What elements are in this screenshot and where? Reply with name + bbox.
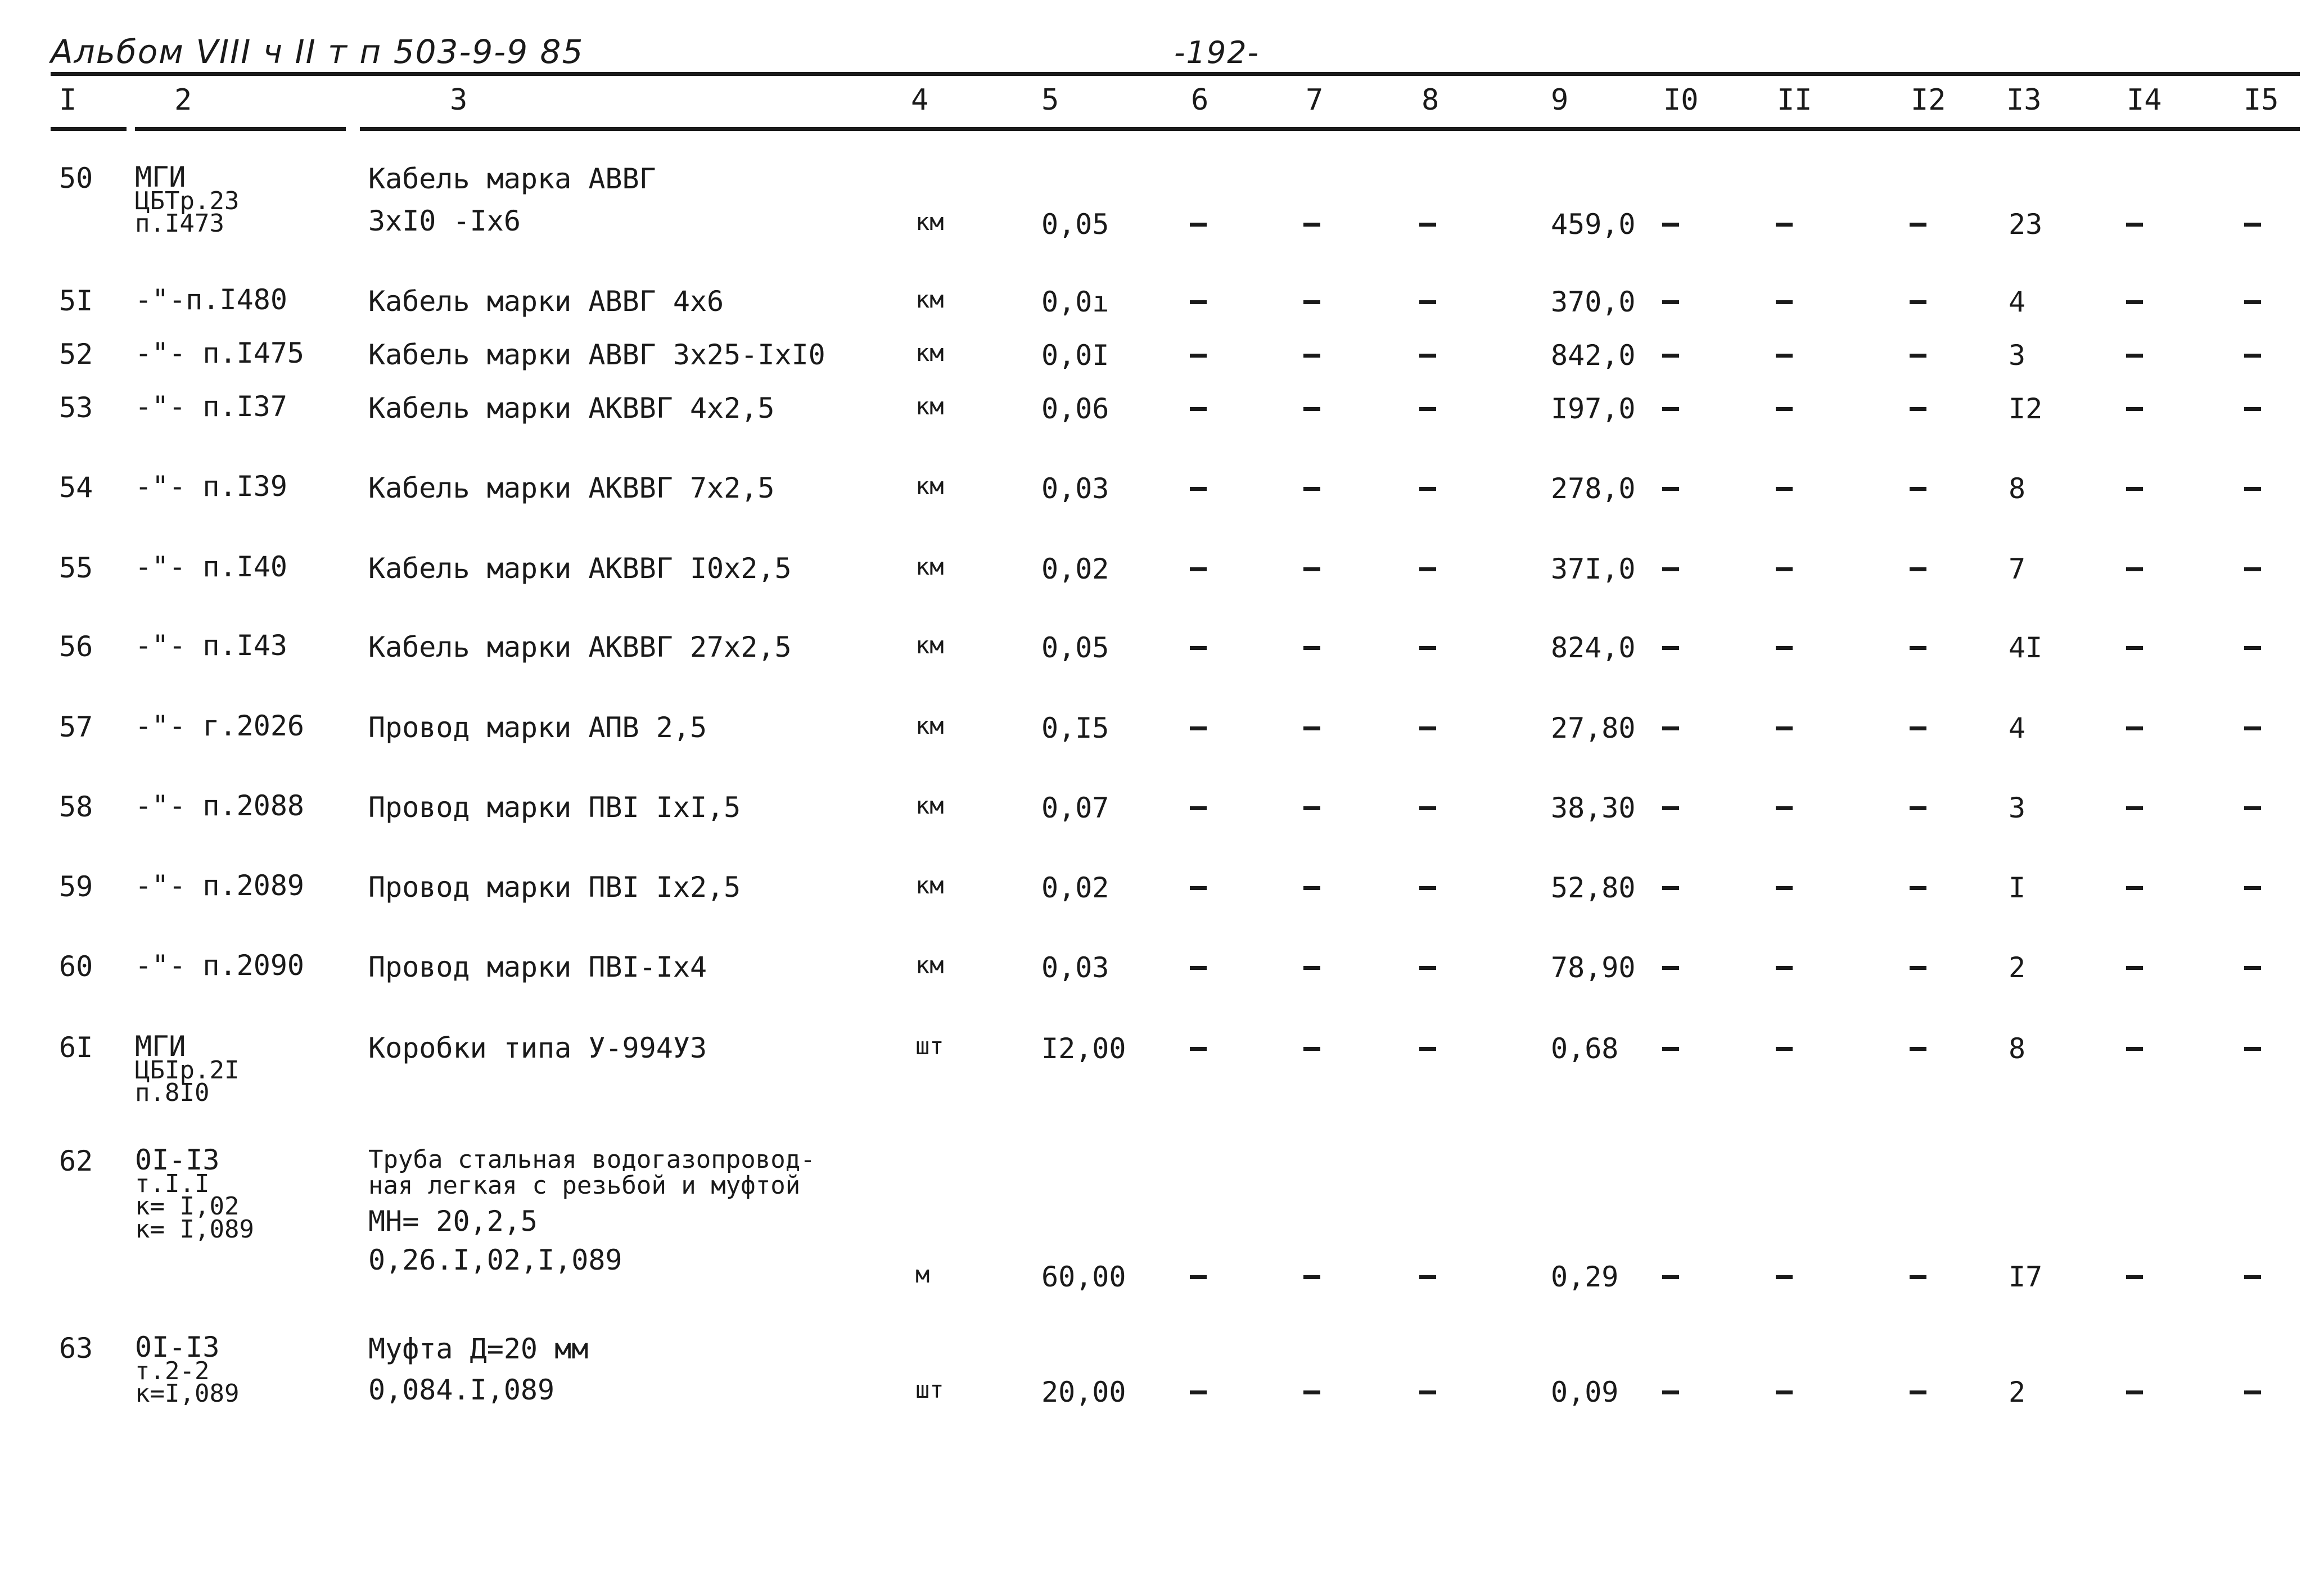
norm-reference	[135, 337, 305, 369]
empty-cell-dash	[1303, 487, 1320, 491]
empty-cell-dash	[1776, 726, 1793, 730]
unit-price: I97,0	[1551, 392, 1636, 425]
unit-price: 0,68	[1551, 1032, 1619, 1065]
empty-cell-dash	[1662, 407, 1679, 411]
unit-of-measure: км	[915, 951, 944, 979]
empty-cell-dash	[1190, 1390, 1207, 1394]
column-header-6: 6	[1191, 83, 1209, 117]
norm-reference-line: -"- п.2088	[135, 789, 305, 822]
empty-cell-dash	[1776, 300, 1793, 304]
norm-reference-line: 0I-I3	[135, 1144, 220, 1176]
empty-cell-dash	[2244, 646, 2261, 650]
item-description-line: Кабель марки АКВВГ 7х2,5	[368, 472, 775, 504]
item-description-line: Кабель марки АВВГ 3х25-IхI0	[368, 338, 825, 371]
column-header-9: 9	[1551, 83, 1569, 117]
empty-cell-dash	[1303, 646, 1320, 650]
empty-cell-dash	[1419, 1047, 1436, 1051]
empty-cell-dash	[2126, 726, 2143, 730]
column-header-10: I0	[1663, 83, 1699, 117]
empty-cell-dash	[2244, 806, 2261, 810]
empty-cell-dash	[1776, 354, 1793, 358]
quantity: 60,00	[1041, 1261, 1126, 1293]
quantity: 0,07	[1041, 792, 1109, 824]
norm-reference-line: МГИ	[135, 1030, 186, 1063]
item-description	[368, 713, 707, 743]
quantity: 0,02	[1041, 553, 1109, 585]
empty-cell-dash	[2126, 223, 2143, 227]
empty-cell-dash	[1190, 1047, 1207, 1051]
empty-cell-dash	[2126, 646, 2143, 650]
empty-cell-dash	[1910, 354, 1926, 358]
norm-reference	[135, 550, 287, 583]
norm-reference	[135, 1331, 240, 1408]
norm-reference-line: т.2-2	[135, 1357, 210, 1385]
unit-price: 842,0	[1551, 339, 1636, 372]
total-cost: 8	[2009, 1032, 2026, 1065]
unit-price: 278,0	[1551, 472, 1636, 505]
empty-cell-dash	[2126, 806, 2143, 810]
empty-cell-dash	[1190, 487, 1207, 491]
item-description	[368, 873, 741, 902]
empty-cell-dash	[1419, 966, 1436, 970]
empty-cell-dash	[1303, 300, 1320, 304]
norm-reference-line: -"- п.I475	[135, 337, 305, 369]
norm-reference-line: -"-п.I480	[135, 283, 287, 316]
total-cost: 3	[2009, 339, 2026, 372]
empty-cell-dash	[1419, 806, 1436, 810]
empty-cell-dash	[2244, 300, 2261, 304]
norm-reference	[135, 629, 287, 662]
norm-reference-line: -"- п.I37	[135, 390, 287, 423]
header-bottom-rule-1	[51, 127, 127, 131]
norm-reference	[135, 470, 287, 503]
unit-of-measure: км	[915, 286, 944, 313]
norm-reference	[135, 283, 287, 316]
empty-cell-dash	[1303, 223, 1320, 227]
column-header-3: 3	[450, 83, 468, 117]
row-number: 59	[59, 870, 93, 903]
item-description	[368, 164, 656, 236]
empty-cell-dash	[1662, 487, 1679, 491]
empty-cell-dash	[1910, 1390, 1926, 1394]
empty-cell-dash	[1910, 806, 1926, 810]
header-bottom-rule-2	[135, 127, 346, 131]
empty-cell-dash	[1303, 354, 1320, 358]
empty-cell-dash	[1303, 1390, 1320, 1394]
item-description	[368, 1147, 815, 1275]
empty-cell-dash	[1776, 886, 1793, 890]
unit-price: 0,29	[1551, 1261, 1619, 1293]
quantity: 0,06	[1041, 392, 1109, 425]
empty-cell-dash	[1662, 1275, 1679, 1279]
item-description	[368, 394, 774, 423]
quantity: 20,00	[1041, 1376, 1126, 1408]
total-cost: 4	[2009, 286, 2026, 318]
empty-cell-dash	[1910, 407, 1926, 411]
row-number: 62	[59, 1145, 93, 1177]
row-number: 6I	[59, 1031, 93, 1064]
total-cost: I2	[2009, 392, 2043, 425]
empty-cell-dash	[1190, 726, 1207, 730]
empty-cell-dash	[1419, 886, 1436, 890]
unit-of-measure: км	[915, 553, 944, 580]
empty-cell-dash	[2126, 1275, 2143, 1279]
empty-cell-dash	[1910, 646, 1926, 650]
unit-of-measure: шт	[915, 1032, 944, 1060]
empty-cell-dash	[2244, 726, 2261, 730]
empty-cell-dash	[1910, 567, 1926, 571]
item-description-line: Труба стальная водогазопровод-	[368, 1145, 815, 1174]
empty-cell-dash	[2126, 567, 2143, 571]
row-number: 50	[59, 162, 93, 195]
empty-cell-dash	[1662, 223, 1679, 227]
item-description-line: Кабель марки АКВВГ 27х2,5	[368, 631, 792, 663]
unit-price: 27,80	[1551, 712, 1636, 744]
total-cost: 3	[2009, 792, 2026, 824]
item-description	[368, 1334, 588, 1405]
empty-cell-dash	[1190, 567, 1207, 571]
empty-cell-dash	[1776, 1047, 1793, 1051]
norm-reference-line: т.I.I	[135, 1169, 210, 1198]
quantity: 0,03	[1041, 951, 1109, 984]
norm-reference-line: к= I,089	[135, 1214, 254, 1244]
unit-price: 0,09	[1551, 1376, 1619, 1408]
empty-cell-dash	[1190, 1275, 1207, 1279]
empty-cell-dash	[1910, 1047, 1926, 1051]
empty-cell-dash	[1303, 806, 1320, 810]
item-description-line: Провод марки АПВ 2,5	[368, 711, 707, 744]
unit-of-measure: км	[915, 208, 944, 236]
unit-of-measure: км	[915, 392, 944, 420]
unit-price: 38,30	[1551, 792, 1636, 824]
empty-cell-dash	[1419, 354, 1436, 358]
unit-price: 37I,0	[1551, 553, 1636, 585]
total-cost: 7	[2009, 553, 2026, 585]
empty-cell-dash	[1776, 1275, 1793, 1279]
empty-cell-dash	[1910, 223, 1926, 227]
item-description	[368, 473, 774, 503]
empty-cell-dash	[1662, 966, 1679, 970]
item-description-line: Провод марки ПВI Iх2,5	[368, 871, 741, 904]
empty-cell-dash	[1419, 1275, 1436, 1279]
item-description-line: 0,26.I,02,I,089	[368, 1243, 622, 1276]
empty-cell-dash	[1776, 1390, 1793, 1394]
item-description	[368, 1033, 707, 1063]
empty-cell-dash	[1190, 886, 1207, 890]
norm-reference	[135, 390, 287, 423]
empty-cell-dash	[1190, 407, 1207, 411]
unit-of-measure: км	[915, 631, 944, 659]
row-number: 60	[59, 950, 93, 983]
norm-reference-line: ЦБТр.23	[135, 187, 240, 215]
empty-cell-dash	[1190, 300, 1207, 304]
item-description-line: Кабель марки АВВГ 4х6	[368, 285, 724, 318]
empty-cell-dash	[2126, 1047, 2143, 1051]
unit-price: 370,0	[1551, 286, 1636, 318]
empty-cell-dash	[1776, 806, 1793, 810]
norm-reference-line: МГИ	[135, 161, 186, 193]
unit-price: 52,80	[1551, 871, 1636, 904]
total-cost: I7	[2009, 1261, 2043, 1293]
empty-cell-dash	[2244, 1275, 2261, 1279]
empty-cell-dash	[1776, 966, 1793, 970]
norm-reference	[135, 869, 305, 902]
total-cost: 2	[2009, 1376, 2026, 1408]
empty-cell-dash	[1776, 223, 1793, 227]
column-header-8: 8	[1422, 83, 1439, 117]
unit-of-measure: км	[915, 472, 944, 500]
total-cost: 23	[2009, 208, 2043, 241]
empty-cell-dash	[2244, 223, 2261, 227]
empty-cell-dash	[2126, 886, 2143, 890]
empty-cell-dash	[2244, 1047, 2261, 1051]
unit-of-measure: км	[915, 871, 944, 899]
total-cost: I	[2009, 871, 2026, 904]
quantity: 0,0I	[1041, 339, 1109, 372]
item-description	[368, 952, 707, 982]
empty-cell-dash	[1419, 726, 1436, 730]
empty-cell-dash	[1419, 223, 1436, 227]
empty-cell-dash	[1419, 487, 1436, 491]
item-description-line: Кабель марка АВВГ	[368, 162, 656, 195]
empty-cell-dash	[2126, 300, 2143, 304]
total-cost: 2	[2009, 951, 2026, 984]
column-header-14: I4	[2127, 83, 2162, 117]
norm-reference-line: -"- п.I39	[135, 470, 287, 503]
item-description-line: МН= 20,2,5	[368, 1205, 538, 1238]
empty-cell-dash	[1419, 646, 1436, 650]
norm-reference-line: к=I,089	[135, 1379, 240, 1408]
empty-cell-dash	[2126, 966, 2143, 970]
column-header-11: II	[1777, 83, 1812, 117]
quantity: 0,03	[1041, 472, 1109, 505]
empty-cell-dash	[2244, 407, 2261, 411]
empty-cell-dash	[2126, 487, 2143, 491]
norm-reference	[135, 1144, 254, 1244]
empty-cell-dash	[1776, 646, 1793, 650]
unit-of-measure: км	[915, 339, 944, 367]
album-reference: Альбом VIII ч II т п 503-9-9 85	[51, 33, 584, 71]
quantity: 0,02	[1041, 871, 1109, 904]
empty-cell-dash	[1662, 886, 1679, 890]
empty-cell-dash	[1190, 354, 1207, 358]
empty-cell-dash	[1662, 646, 1679, 650]
empty-cell-dash	[1910, 487, 1926, 491]
empty-cell-dash	[2126, 1390, 2143, 1394]
empty-cell-dash	[2244, 1390, 2261, 1394]
unit-of-measure: шт	[915, 1376, 944, 1403]
header-bottom-rule-3	[360, 127, 2300, 131]
item-description	[368, 633, 792, 662]
empty-cell-dash	[2244, 567, 2261, 571]
item-description	[368, 287, 724, 317]
empty-cell-dash	[2126, 354, 2143, 358]
row-number: 56	[59, 630, 93, 663]
empty-cell-dash	[1303, 1275, 1320, 1279]
unit-of-measure: км	[915, 792, 944, 819]
empty-cell-dash	[1419, 567, 1436, 571]
quantity: 0,0ı	[1041, 286, 1109, 318]
item-description-line: Кабель марки АКВВГ I0х2,5	[368, 552, 792, 585]
unit-price: 824,0	[1551, 631, 1636, 664]
unit-of-measure: м	[915, 1261, 930, 1288]
empty-cell-dash	[1910, 966, 1926, 970]
item-description	[368, 793, 741, 823]
total-cost: 8	[2009, 472, 2026, 505]
empty-cell-dash	[1662, 726, 1679, 730]
empty-cell-dash	[1662, 354, 1679, 358]
empty-cell-dash	[1190, 646, 1207, 650]
item-description-line: Коробки типа У-994У3	[368, 1032, 707, 1064]
column-header-4: 4	[911, 83, 929, 117]
column-header-13: I3	[2006, 83, 2042, 117]
item-description-line: ная легкая с резьбой и муфтой	[368, 1171, 801, 1200]
empty-cell-dash	[1303, 966, 1320, 970]
norm-reference-line: -"- п.2090	[135, 949, 305, 982]
row-number: 55	[59, 552, 93, 584]
unit-price: 78,90	[1551, 951, 1636, 984]
norm-reference	[135, 161, 240, 238]
empty-cell-dash	[1303, 407, 1320, 411]
empty-cell-dash	[1190, 966, 1207, 970]
norm-reference	[135, 710, 305, 742]
header-top-rule	[51, 72, 2300, 76]
empty-cell-dash	[1910, 300, 1926, 304]
quantity: 0,I5	[1041, 712, 1109, 744]
item-description-line: Муфта Д=20 мм	[368, 1333, 589, 1365]
empty-cell-dash	[1303, 567, 1320, 571]
empty-cell-dash	[1776, 487, 1793, 491]
empty-cell-dash	[1190, 806, 1207, 810]
unit-price: 459,0	[1551, 208, 1636, 241]
row-number: 63	[59, 1332, 93, 1365]
empty-cell-dash	[1419, 300, 1436, 304]
norm-reference	[135, 1030, 240, 1108]
empty-cell-dash	[2244, 886, 2261, 890]
item-description-line: Провод марки ПВI IхI,5	[368, 791, 741, 824]
empty-cell-dash	[1910, 886, 1926, 890]
norm-reference-line: 0I-I3	[135, 1331, 220, 1363]
empty-cell-dash	[1419, 407, 1436, 411]
column-header-12: I2	[1911, 83, 1946, 117]
empty-cell-dash	[1662, 1047, 1679, 1051]
norm-reference-line: п.I473	[135, 209, 224, 238]
row-number: 54	[59, 471, 93, 504]
empty-cell-dash	[2244, 487, 2261, 491]
total-cost: 4I	[2009, 631, 2043, 664]
norm-reference-line: -"- г.2026	[135, 710, 305, 742]
norm-reference-line: -"- п.I43	[135, 629, 287, 662]
empty-cell-dash	[1910, 726, 1926, 730]
row-number: 5I	[59, 285, 93, 317]
empty-cell-dash	[1190, 223, 1207, 227]
item-description	[368, 340, 825, 370]
empty-cell-dash	[2126, 407, 2143, 411]
column-header-5: 5	[1041, 83, 1059, 117]
empty-cell-dash	[1662, 567, 1679, 571]
norm-reference-line: -"- п.I40	[135, 550, 287, 583]
empty-cell-dash	[1303, 726, 1320, 730]
column-header-7: 7	[1306, 83, 1324, 117]
empty-cell-dash	[2244, 966, 2261, 970]
item-description-line: Провод марки ПВI-Iх4	[368, 951, 707, 983]
unit-of-measure: км	[915, 712, 944, 739]
norm-reference-line: ЦБIр.2I	[135, 1056, 240, 1085]
norm-reference	[135, 949, 305, 982]
item-description	[368, 554, 792, 584]
empty-cell-dash	[2244, 354, 2261, 358]
empty-cell-dash	[1662, 300, 1679, 304]
quantity: 0,05	[1041, 631, 1109, 664]
total-cost: 4	[2009, 712, 2026, 744]
norm-reference-line: п.8I0	[135, 1078, 210, 1108]
empty-cell-dash	[1662, 1390, 1679, 1394]
quantity: I2,00	[1041, 1032, 1126, 1065]
empty-cell-dash	[1910, 1275, 1926, 1279]
item-description-line: 0,084.I,089	[368, 1373, 555, 1406]
column-header-2: 2	[174, 83, 192, 117]
row-number: 58	[59, 791, 93, 823]
empty-cell-dash	[1776, 407, 1793, 411]
empty-cell-dash	[1662, 806, 1679, 810]
norm-reference-line: -"- п.2089	[135, 869, 305, 902]
row-number: 52	[59, 338, 93, 371]
row-number: 57	[59, 711, 93, 743]
column-header-15: I5	[2244, 83, 2279, 117]
quantity: 0,05	[1041, 208, 1109, 241]
empty-cell-dash	[1776, 567, 1793, 571]
empty-cell-dash	[1303, 1047, 1320, 1051]
norm-reference-line: к= I,02	[135, 1192, 240, 1221]
norm-reference	[135, 789, 305, 822]
row-number: 53	[59, 391, 93, 424]
page-number: -192-	[1174, 35, 1260, 70]
empty-cell-dash	[1303, 886, 1320, 890]
empty-cell-dash	[1419, 1390, 1436, 1394]
item-description-line: 3хI0 -Iх6	[368, 204, 521, 237]
column-header-1: I	[59, 83, 77, 117]
item-description-line: Кабель марки АКВВГ 4х2,5	[368, 392, 775, 425]
